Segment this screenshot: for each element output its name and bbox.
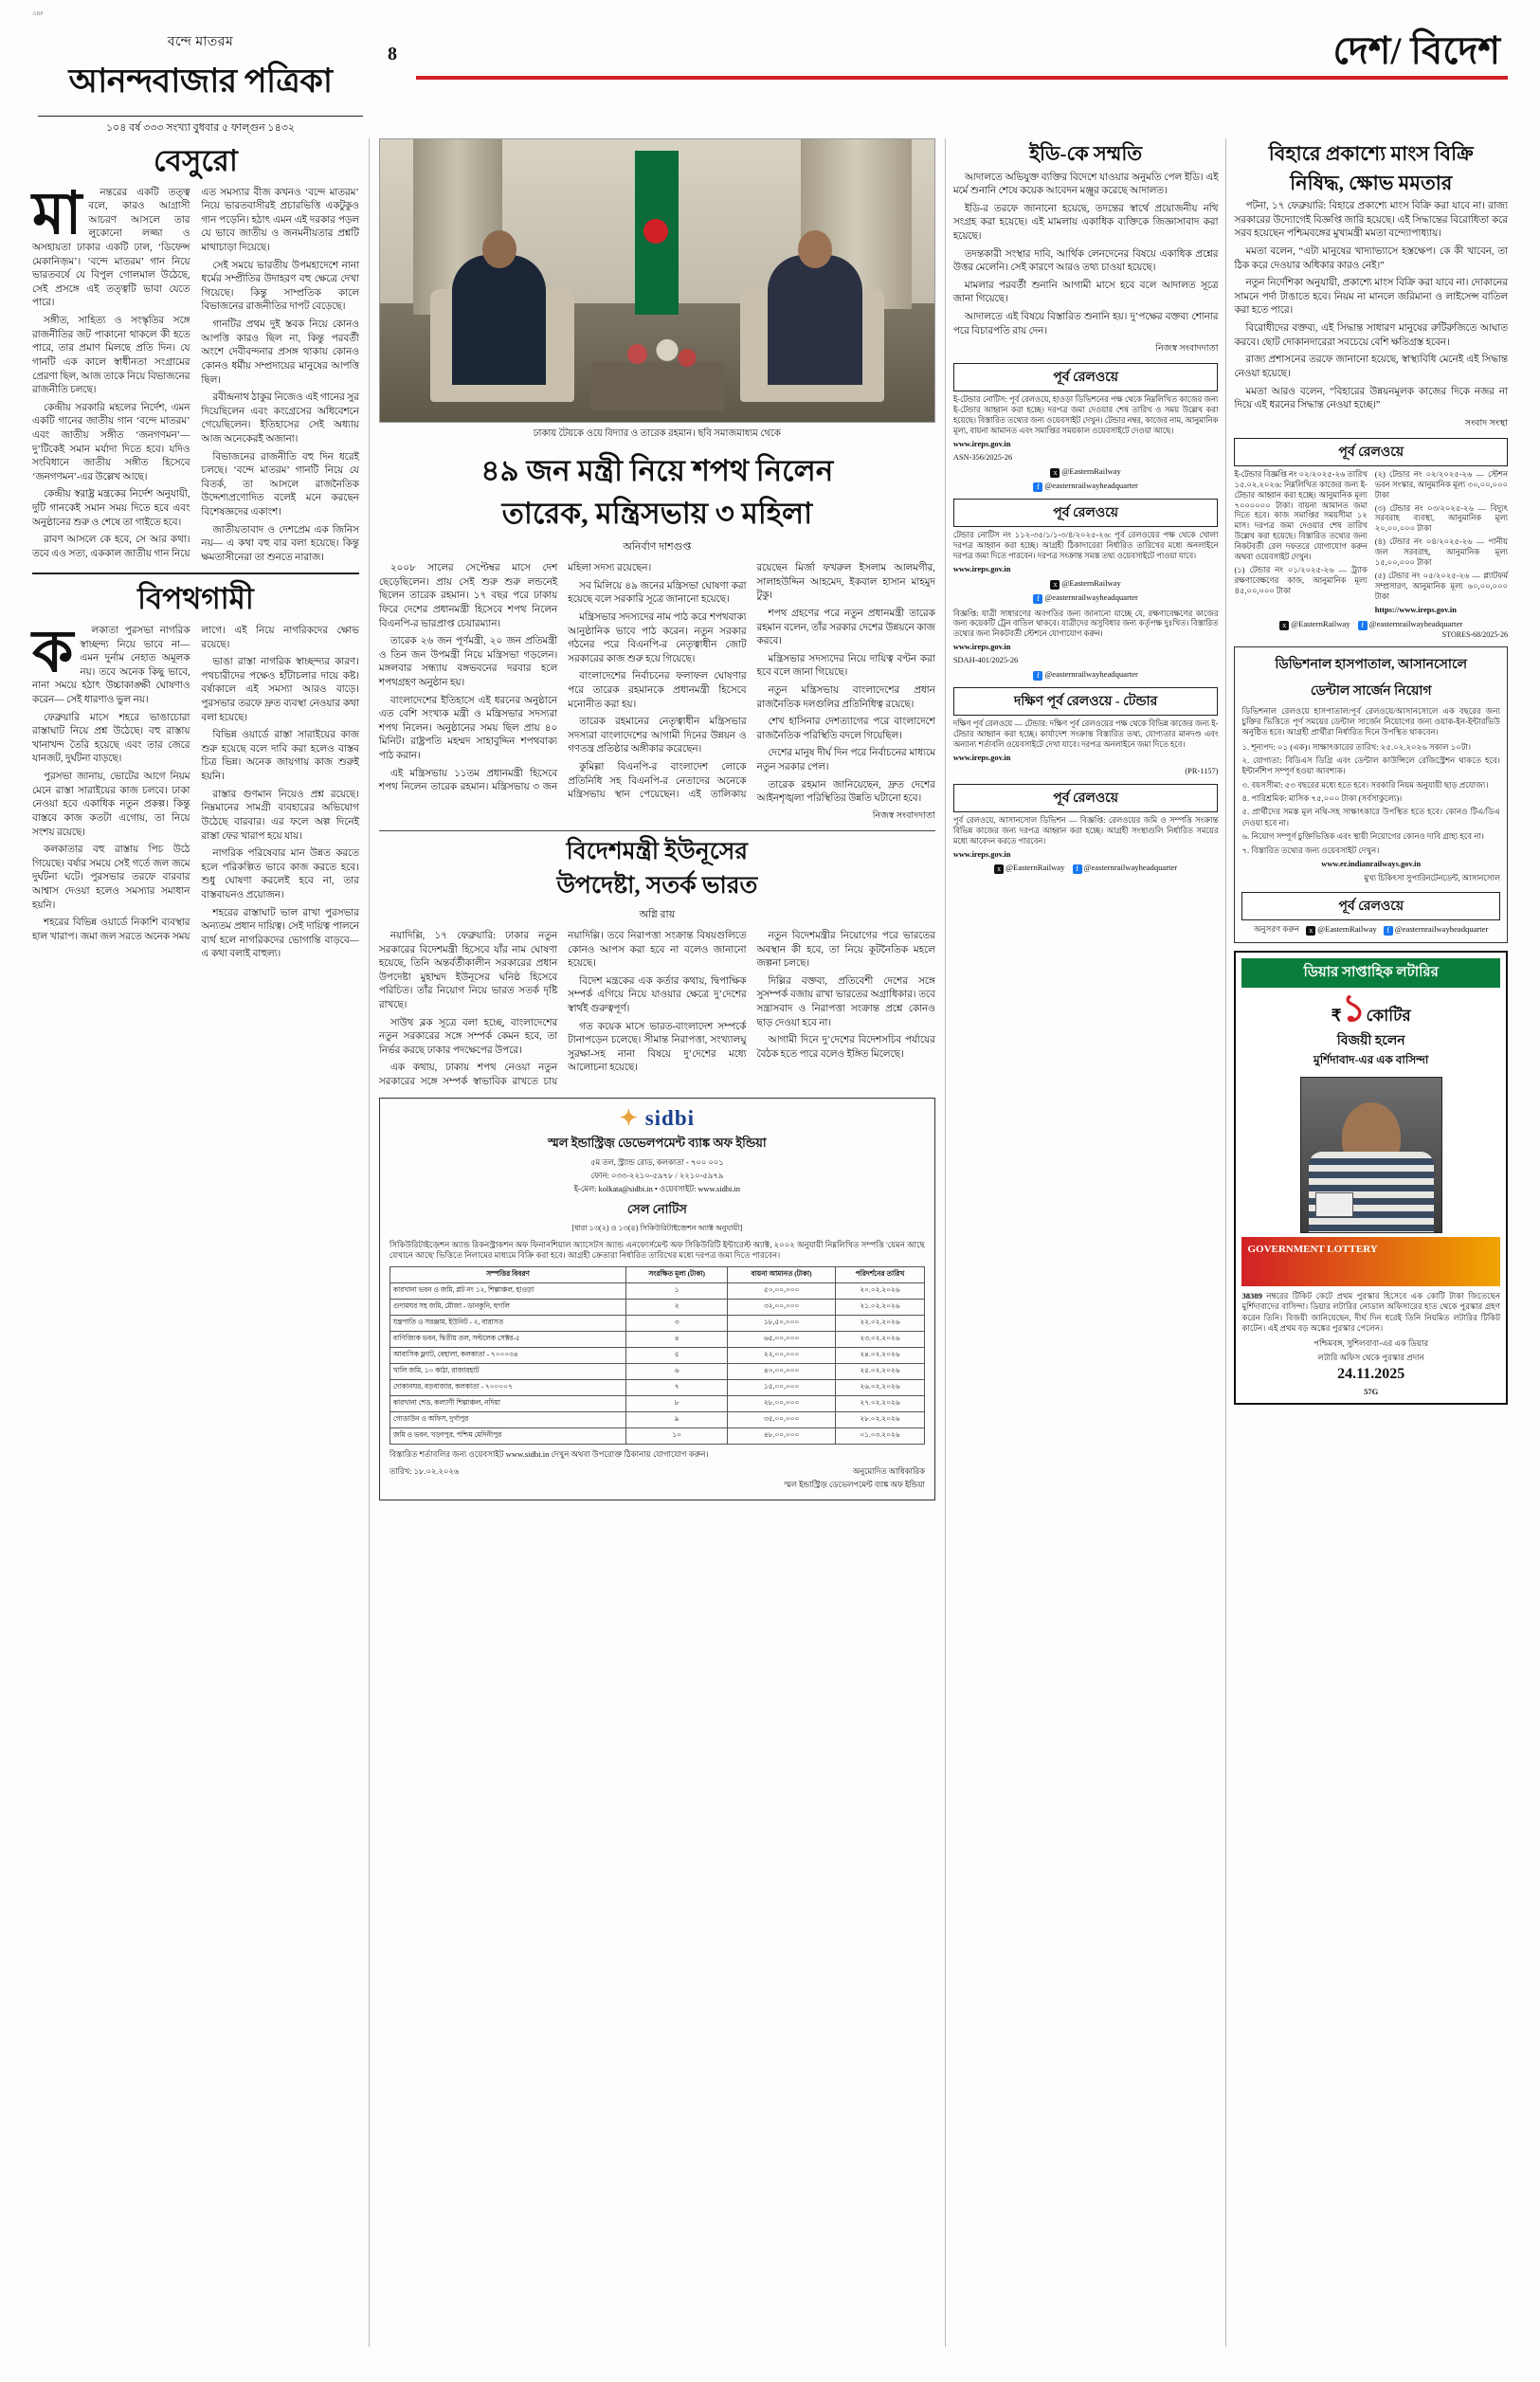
social-line-right bbox=[1234, 619, 1508, 630]
notice-text: বিজ্ঞপ্তি: যাত্রী সাধারণের অবগতির জন্য জানানো যাচ্ছে যে, রক্ষণাবেক্ষণের কাজের জন্য কয়েকটি ট্রেন বাতিল থাকবে। যাত্রীদের অসুবিধার জন্য কর্তৃপক্ষ দুঃখিত। বিস্তারিত তথ্যের জন্য নিকটবর্তী স্টেশনে যোগাযোগ করুন। bbox=[952, 609, 1219, 639]
biswa-byline: অগ্নি রায় bbox=[639, 908, 676, 920]
facebook-handle[interactable]: @easternrailwayheadquarter bbox=[1044, 591, 1138, 602]
biswa-body bbox=[379, 930, 935, 1090]
table-row bbox=[390, 1348, 924, 1364]
col-reserve: বায়না আমানত (টাকা) bbox=[728, 1267, 836, 1283]
paragraph: গত কয়েক মাসে ভারত-বাংলাদেশ সম্পর্কে টানাপড়েন চলেছে। সীমান্ত নিরাপত্তা, সংখ্যালঘু সুরক্ষা-সহ নানা বিষয়ে দু’দেশের মধ্যে আলোচনা হয়েছে। bbox=[568, 1021, 747, 1074]
sidbi-advertisement bbox=[379, 1098, 935, 1500]
notice-website[interactable]: www.ireps.gov.in bbox=[952, 643, 1011, 652]
paragraph: নাগরিক পরিষেবার মান উন্নত করতে হলে পরিকল্পিত ভাবে কাজ করতে হবে। শুধু ঘোষণা করলেই হবে না, তার বাস্তবায়নও প্রয়োজন। bbox=[201, 848, 359, 900]
paragraph: ফেব্রুয়ারি মাসে শহরে ভাঙাচোরা রাস্তাঘাট নিয়ে প্রশ্ন উঠেছে। বহু রাস্তায় খানাখন্দ তৈরি হয়েছে এবং তার জেরে যানজট, দুর্ঘটনা বাড়ছে। bbox=[32, 712, 190, 765]
paragraph: তারেক রহমান জানিয়েছেন, দ্রুত দেশের আইনশৃঙ্খলা পরিস্থিতির উন্নতি ঘটানো হবে। bbox=[756, 779, 935, 805]
paragraph: কুমিল্লা বিএনপি-র বাংলাদেশ লোকে প্রতিনিধি সহ বিএনপি-র নেতাদের অনেকে মন্ত্রিসভায় স্থান পেয়েছেন। এই তালিকায় রয়েছেন মির্জা ফখরুল ইসলাম আলমগীর, সালাহউদ্দিন আহমেদ, ইকবাল হাসান মাহমুদ টুকু। bbox=[568, 563, 935, 801]
sidbi-address-3: ই-মেল: kolkata@sidbi.in • ওয়েবসাইট: www.sidbi.in bbox=[573, 1185, 740, 1194]
cell-date: ২০.০২.২০২৬ bbox=[836, 1283, 925, 1300]
col-description: সম্পত্তির বিবরণ bbox=[390, 1267, 625, 1283]
page-grid bbox=[32, 138, 1508, 2347]
lottery-sub: বিজয়ী হলেন bbox=[1336, 1033, 1405, 1048]
biswa-headline-line1: বিদেশমন্ত্রী ইউনূসের bbox=[566, 838, 749, 864]
paragraph: মমতা আরও বলেন, “বিহারের উন্নয়নমূলক কাজের দিকে নজর না দিয়ে এই ধরনের সিদ্ধান্ত নেওয়া হচ্ছে।” bbox=[1234, 386, 1508, 411]
paragraph: তারেক ২৬ জন পূর্ণমন্ত্রী, ২০ জন প্রতিমন্ত্রী ও তিন জন উপমন্ত্রী নিয়ে মন্ত্রিসভা গড়লেন। মঙ্গলবার সন্ধ্যায় বঙ্গভবনের দরবার হলে শপথগ্রহণ অনুষ্ঠান হয়। bbox=[378, 636, 558, 689]
sidbi-intro: সিকিউরিটাইজ়েশন অ্যান্ড রিকনস্ট্রাকশন অফ ফিনানশিয়াল অ্যাসেটস অ্যান্ড এনফোর্সমেন্ট অফ সিকিউরিটি ইন্টারেস্ট অ্যাক্ট, ২০০২ অনুযায়ী নিম্নলিখিত সম্পত্তি 'যেমন আছে যেখানে আছে' ভিত্তিতে নিলামের মাধ্যমে বিক্রি করা হবে। আগ্রহী ক্রেতারা নির্ধারিত তারিখের মধ্যে দরপত্র জমা দিতে পারবেন। bbox=[389, 1239, 925, 1260]
divisional-ad-points bbox=[1241, 742, 1500, 856]
lottery-code: 57G bbox=[1364, 1387, 1379, 1397]
railway-notice-5 bbox=[953, 816, 1219, 861]
col-lotno: সংরক্ষিত মূল্য (টাকা) bbox=[626, 1267, 728, 1283]
bihar-headline-line1: বিহারে প্রকাশ্যে মাংস বিক্রি bbox=[1268, 142, 1474, 165]
paragraph: এই মন্ত্রিসভায় ১১তম প্রধানমন্ত্রী হিসেবে শপথ নিলেন তারেক রহমান। মন্ত্রিসভায় ৩ জন মহিলা সদস্য রয়েছেন। bbox=[378, 563, 652, 793]
paragraph: নন্তরের একটি তত্ত্ব বলে, কারও আগ্রাসী আচরণ আসলে তার লুকোনো লজ্জা ও অসহায়তা ঢাকার একটি ঢাল, ‘ডিফেন্স মেকানিজ়ম’। ‘বন্দে মাতরম’ গান নিয়ে ভারতবর্ষে যে বিপুল গোলমাল উঠেছে, সেই প্রসঙ্গে এই তত্ত্বটি ভাবা যেতে পারে। bbox=[32, 187, 190, 309]
facebook-icon[interactable]: f bbox=[1073, 864, 1082, 874]
lottery-amount bbox=[1241, 986, 1500, 1029]
section-title: দেশ/ বিদেশ bbox=[1332, 29, 1500, 72]
social-line-5 bbox=[953, 863, 1219, 874]
notice-item: (৩) টেন্ডার নং ০৩/২০২৫-২৬ — বিদ্যুৎ সরবরাহ ব্যবস্থা, আনুমানিক মূল্য ২০,০০,০০০ টাকা bbox=[1374, 503, 1508, 534]
social-line-1b bbox=[953, 481, 1219, 492]
besuro-dropcap: মা bbox=[32, 181, 82, 246]
cell-date: ২৪.০২.২০২৬ bbox=[836, 1348, 925, 1364]
table-header-row bbox=[390, 1267, 924, 1283]
paragraph: আদালতে এই বিষয়ে বিস্তারিত শুনানি হয়। দু’পক্ষের বক্তব্য শোনার পরে বিচারপতি রায় দেন। bbox=[952, 312, 1219, 336]
notice-text: ই-টেন্ডার বিজ্ঞপ্তি নং ০২/২০২৫-২৬ তারিখ ১৫.০২.২০২৬: নিম্নলিখিত কাজের জন্য ই-টেন্ডার আহ্বান করা হচ্ছে। আনুমানিক মূল্য ৭০০০০০০ টাকা। বায়না আমানত জমা দিতে হবে। কাজ সমাপ্তির সময়সীমা ১২ মাস। দরপত্র জমা দেওয়ার শেষ তারিখ উল্লেখ করা হয়েছে। বিস্তারিত তথ্যের জন্য নিকটবর্তী রেল দফতরে যোগাযোগ করুন অথবা ওয়েবসাইট দেখুন। bbox=[1234, 469, 1368, 562]
facebook-icon[interactable]: f bbox=[1033, 671, 1042, 681]
cell-date: ২৬.০২.২০২৬ bbox=[836, 1380, 925, 1396]
paragraph: বিভিন্ন ওয়ার্ডে রাস্তা সারাইয়ের কাজ শুরু হয়েছে বলে দাবি করা হলেও বাস্তব চিত্র ভিন্ন। অনেক জায়গায় কাজ শুরুই হয়নি। bbox=[201, 730, 359, 783]
paragraph: সব মিলিয়ে ৪৯ জনের মন্ত্রিসভা ঘোষণা করা হয়েছে বলে সরকারি সূত্রে জানানো হয়েছে। bbox=[568, 580, 747, 606]
lead-headline-line2: তারেক, মন্ত্রিসভায় ৩ মহিলা bbox=[501, 496, 813, 530]
bipothgami-body bbox=[32, 620, 359, 962]
facebook-handle[interactable]: @easternrailwayheadquarter bbox=[1044, 480, 1138, 490]
bipothgami-dropcap: ক bbox=[32, 620, 74, 684]
divisional-ad-body: ডিভিশনাল রেলওয়ে হাসপাতাল/পূর্ব রেলওয়ে/আসানসোলে এক বছরের জন্য চুক্তির ভিত্তিতে পূর্ণ সময়ের ডেন্টাল সার্জেন নিয়োগের জন্য ওয়াক-ইন-ইন্টারভিউ অনুষ্ঠিত হবে। আগ্রহী প্রার্থীরা নির্ধারিত দিনে উপস্থিত থাকবেন। bbox=[1241, 705, 1500, 737]
facebook-handle[interactable]: @easternrailwayheadquarter bbox=[1044, 669, 1138, 680]
railway-bar-2: পূর্ব রেলওয়ে bbox=[953, 499, 1219, 527]
paragraph: জাতীয়তাবাদ ও দেশপ্রেম এক জিনিস নয়— এ কথা বহু বার বলা হয়েছে। কিন্তু ক্ষমতাসীনেরা তা শুনতে নারাজ। bbox=[201, 524, 359, 563]
table-row bbox=[390, 1316, 924, 1332]
govt-lottery-text: GOVERNMENT LOTTERY bbox=[1247, 1243, 1378, 1255]
twitter-handle[interactable]: @EasternRailway bbox=[1006, 863, 1065, 873]
store-ref: STORES-68/2025-26 bbox=[1441, 629, 1508, 639]
paragraph: সঙ্গীত, সাহিত্য ও সংস্কৃতির সঙ্গে রাজনীতির জট পাকানো থাকলে কী হতে পারে, তার প্রমাণ মিলছে প্রতি দিন। যে গানটি এক কালে স্বাধীনতা সংগ্রামের প্রেরণা ছিল, আজ তাকে নিয়ে বিভাজনের রাজনীতি চলছে। bbox=[32, 316, 190, 396]
cell-reserve: ৩২,০০,০০০ bbox=[728, 1300, 836, 1316]
cell-date: ২৩.০২.২০২৬ bbox=[836, 1332, 925, 1348]
cell-lotno: ১০ bbox=[626, 1428, 728, 1445]
lottery-body bbox=[1241, 1291, 1500, 1335]
social-line-3 bbox=[953, 669, 1219, 681]
amount-value: ১ bbox=[1341, 986, 1367, 1029]
lead-source: নিজস্ব সংবাদদাতা bbox=[872, 810, 935, 821]
divisional-ad-website[interactable]: www.er.indianrailways.gov.in bbox=[1321, 859, 1422, 868]
railway-notice-4 bbox=[953, 719, 1219, 777]
sidbi-lot-table bbox=[390, 1266, 925, 1445]
cell-description: বাণিজ্যিক ভবন, দ্বিতীয় তল, সল্টলেক সেক্টর-৫ bbox=[390, 1332, 625, 1348]
lottery-advertisement bbox=[1234, 951, 1508, 1406]
column-right-2 bbox=[1226, 138, 1508, 2347]
facebook-handle[interactable]: @easternrailwayheadquarter bbox=[1368, 618, 1463, 628]
sidbi-date: তারিখ: ১৮.০২.২০২৬ bbox=[389, 1466, 460, 1476]
paragraph: দেশের মানুষ দীর্ঘ দিন পরে নির্বাচনের মাধ্যমে নতুন সরকার পেল। bbox=[756, 748, 935, 773]
railway-bar-4: পূর্ব রেলওয়ে bbox=[953, 784, 1219, 812]
twitter-handle[interactable]: @EasternRailway bbox=[1317, 923, 1377, 934]
cell-description: জমি ও ভবন, খড়্গপুর, পশ্চিম মেদিনীপুর bbox=[390, 1428, 625, 1445]
lottery-date: 24.11.2025 bbox=[1337, 1366, 1405, 1383]
ed-headline: ইডি-কে সম্মতি bbox=[1029, 142, 1143, 165]
lead-photo bbox=[379, 138, 935, 423]
ad-point: ৫. প্রার্থীদের সমস্ত মূল নথি-সহ সাক্ষাৎকারে উপস্থিত হতে হবে। কোনও টিএ/ডিএ দেওয়া হবে না। bbox=[1241, 807, 1500, 827]
ad-point: ৭. বিস্তারিত তথ্যের জন্য ওয়েবসাইট দেখুন। bbox=[1241, 845, 1380, 855]
cell-reserve: ২৮,০০,০০০ bbox=[728, 1396, 836, 1412]
paragraph: রাবণ আসলে কে হবে, সে আর কথা। তবে এও সত্য, এককাল জাতীয় গান নিয়ে এত সমস্যার বীজ কখনও ‘বন্দে মাতরম’ নিয়ে ভারতবাসীরই প্রচারভিত্তি একটুকুও গান পড়েনি। হঠাৎ এমন এই দরকার পড়ল যে ভাবে জাতীয় ও জনমনীয়তার প্রশ্নটি মাথাচাড়া দিয়েছে। bbox=[32, 187, 359, 559]
issue-line: ১০৪ বর্ষ ৩৩৩ সংখ্যা বুধবার ৫ ফাল্গুন ১৪৩২ bbox=[105, 122, 296, 134]
notice-website[interactable]: www.ireps.gov.in bbox=[952, 564, 1011, 573]
paragraph: শহরের বিভিন্ন ওয়ার্ডে নিকাশি ব্যবস্থার হাল খারাপ। জমা জল সরতে অনেক সময় লাগে। এই নিয়ে নাগরিকদের ক্ষোভ রয়েছে। bbox=[32, 626, 359, 942]
cell-lotno: ১ bbox=[626, 1283, 728, 1300]
twitter-handle[interactable]: @EasternRailway bbox=[1291, 618, 1350, 628]
facebook-icon[interactable]: f bbox=[1358, 621, 1368, 630]
paragraph: আগামী দিনে দু’দেশের বিদেশসচিব পর্যায়ের বৈঠক হতে পারে বলেও ইঙ্গিত মিলেছে। bbox=[756, 1035, 935, 1060]
sidbi-logo-text: sidbi bbox=[644, 1105, 696, 1130]
paragraph: রাজ্য প্রশাসনের তরফে জানানো হয়েছে, স্বাস্থ্যবিধি মেনেই এই সিদ্ধান্ত নেওয়া হয়েছে। bbox=[1234, 355, 1508, 379]
paragraph: গানটির প্রথম দুই স্তবক নিয়ে কোনও আপত্তি কারও ছিল না, কিন্তু পরবর্তী অংশে দেবীবন্দনার প্রসঙ্গ থাকায় কোনও কোনও ধর্মীয় সম্প্রদায়ের মানুষের আপত্তি ছিল। bbox=[201, 319, 359, 386]
paragraph: ভাঙা রাস্তা নাগরিক স্বাচ্ছন্দ্যর কারণ। পথচারীদের পক্ষেও হাঁটাচলার দায়ে কষ্ট। বর্ষাকালে এই সমস্যা আরও বাড়ে। পুরসভার তরফে দ্রুত ব্যবস্থা নেওয়ার কথা বলা হয়েছে। bbox=[201, 657, 359, 723]
notice-item: (৪) টেন্ডার নং ০৪/২০২৫-২৬ — পানীয় জল সরবরাহ, আনুমানিক মূল্য ১৫,০০,০০০ টাকা bbox=[1374, 537, 1508, 568]
cell-description: কারখানা ভবন ও জমি, প্লট নং ১২, শিল্পাঞ্চল, হাওড়া bbox=[390, 1283, 625, 1300]
twitter-handle[interactable]: @EasternRailway bbox=[1061, 577, 1121, 588]
divisional-ad-bar: পূর্ব রেলওয়ে bbox=[1241, 892, 1500, 920]
facebook-handle[interactable]: @easternrailwayheadquarter bbox=[1394, 923, 1489, 934]
notice-refno: SDAH-401/2025-26 bbox=[952, 656, 1019, 665]
ad-point: ১. শূন্যপদ: ০১ (এক)। সাক্ষাৎকারের তারিখ: ২৫.০২.২০২৬ সকাল ১০টা। bbox=[1241, 741, 1472, 752]
paragraph: নতুন মন্ত্রিসভায় বাংলাদেশের প্রধান রাজনৈতিক দলগুলির প্রতিনিধিত্ব রয়েছে। bbox=[756, 685, 935, 710]
table-row bbox=[390, 1364, 924, 1380]
cell-lotno: ৭ bbox=[626, 1380, 728, 1396]
ad-point: ৩. বয়সসীমা: ৫৩ বছরের মধ্যে হতে হবে। সরকারি নিয়ম অনুযায়ী ছাড় প্রযোজ্য। bbox=[1241, 779, 1489, 790]
cell-reserve: ৬৫,০০,০০০ bbox=[728, 1332, 836, 1348]
paragraph: নয়াদিল্লি, ১৭ ফেব্রুয়ারি: ঢাকার নতুন সরকারের বিদেশমন্ত্রী হিসেবে যাঁর নাম ঘোষণা হয়েছে, তিনি অন্তর্বর্তীকালীন সরকারের প্রধান উপদেষ্টা মুহাম্মদ ইউনূসের ঘনিষ্ঠ হিসেবে পরিচিত। তাঁর নিয়োগ নিয়ে ভারত সতর্ক দৃষ্টি রাখছে। bbox=[378, 930, 558, 1010]
paragraph: লকাতা পুরসভা নাগরিক স্বাচ্ছন্দ্য নিয়ে ভাবে না— এমন দুর্নাম নেহাত অমূলক নয়। তবে অনেক কিছু ভাবে, নানা সময়ে হঠাৎ উচ্চাকাঙ্ক্ষী ঘোষণাও করেন— সেই ধারণাও ভুল নয়। bbox=[32, 626, 190, 706]
lottery-footer-2: লটারি অফিস থেকে পুরস্কার প্রদান bbox=[1317, 1353, 1424, 1363]
bihar-body bbox=[1234, 200, 1508, 413]
twitter-handle[interactable]: @EasternRailway bbox=[1061, 465, 1121, 476]
notice-item: (১) টেন্ডার নং ০১/২০২৫-২৬ — ট্র্যাক রক্ষণাবেক্ষণের কাজ, আনুমানিক মূল্য ৪৫,০০,০০০ টাকা bbox=[1234, 566, 1368, 595]
bihar-source: সংবাদ সংস্থা bbox=[1464, 418, 1508, 428]
currency-symbol: ₹ bbox=[1331, 1006, 1342, 1025]
section-red-rule bbox=[416, 76, 1508, 80]
notice-website[interactable]: www.ireps.gov.in bbox=[952, 753, 1011, 762]
paragraph: আদালতে অভিযুক্ত ব্যক্তির বিদেশে যাওয়ার অনুমতি পেল ইডি। এই মর্মে শুনানি শেষে কয়েক আবেদন মঞ্জুর করেছে আদালত। bbox=[952, 172, 1219, 197]
twitter-icon[interactable]: x bbox=[1306, 926, 1315, 936]
paragraph: রবীন্দ্রনাথ ঠাকুর নিজেও এই গানের সুর দিয়েছিলেন এবং কংগ্রেসের অধিবেশনে গেয়েছিলেন। ইতিহাসের সেই অধ্যায় আজ অনেকেরই অজানা। bbox=[201, 392, 359, 445]
lead-headline-line1: ৪৯ জন মন্ত্রী নিয়ে শপথ নিলেন bbox=[480, 454, 834, 487]
story-divider bbox=[379, 830, 935, 831]
paragraph: বিরোধীদের বক্তব্য, এই সিদ্ধান্ত সাধারণ মানুষের রুটিরুজিতে আঘাত করবে। ছোট দোকানদারেরা সবচেয়ে বেশি ক্ষতিগ্রস্ত হবেন। bbox=[1234, 323, 1508, 348]
cell-date: ২১.০২.২০২৬ bbox=[836, 1300, 925, 1316]
cell-date: ২২.০২.২০২৬ bbox=[836, 1316, 925, 1332]
paragraph: বাংলাদেশের ইতিহাসে এই ধরনের অনুষ্ঠানে এত বেশি সংখ্যক মন্ত্রী ও মন্ত্রিসভার সদস্যরা শপথ নিলেন। অনুষ্ঠানের সময় ছিল প্রায় ৪০ মিনিট। রাষ্ট্রপতি মহম্মদ সাহাবুদ্দিন শপথবাক্য পাঠ করান। bbox=[378, 695, 558, 762]
paragraph: ২০০৮ সালের সেপ্টেম্বর মাসে দেশ ছেড়েছিলেন। প্রায় সেই শুরু শুরু লন্ডনেই ছিলেন তারেক রহমান। ১৭ বছর পরে ঢাকায় ফিরে দেশের প্রধানমন্ত্রী হিসেবে শপথ নিলেন বিএনপি-র ভারপ্রাপ্ত চেয়ারম্যান। bbox=[378, 563, 558, 629]
cell-reserve: ৪৮,০০,০০০ bbox=[728, 1428, 836, 1445]
social-line-1 bbox=[953, 466, 1219, 478]
lottery-banner-title: ডিয়ার সাপ্তাহিক লটারির bbox=[1241, 958, 1500, 988]
paragraph: মমতা বলেন, “এটা মানুষের খাদ্যাভ্যাসে হস্তক্ষেপ। কে কী খাবেন, তা ঠিক করে দেওয়ার অধিকার কারও নেই।” bbox=[1234, 246, 1508, 271]
paragraph: ইডি-র তরফে জানানো হয়েছে, তদন্তের স্বার্থে প্রয়োজনীয় নথি সংগ্রহ করা হয়েছে। এই মামলায় একাধিক ব্যক্তিকে জিজ্ঞাসাবাদ করা হয়েছে। bbox=[952, 203, 1219, 243]
bangladesh-flag-icon bbox=[635, 151, 679, 315]
paragraph: রাস্তার গুণমান নিয়েও প্রশ্ন রয়েছে। নিম্নমানের সামগ্রী ব্যবহারের অভিযোগ উঠেছে বারবার। এর ফলে অল্প দিনেই রাস্তা ফের খারাপ হয়ে যায়। bbox=[201, 789, 359, 842]
besuro-headline: বেসুরো bbox=[154, 144, 238, 177]
bipothgami-headline: বিপথগামী bbox=[137, 582, 254, 616]
facebook-icon[interactable]: f bbox=[1033, 482, 1042, 492]
social-line-2 bbox=[953, 578, 1219, 590]
paragraph: সাউথ ব্লক সূত্রে বলা হচ্ছে, বাংলাদেশের নতুন সরকারের সঙ্গে সম্পর্ক কেমন হবে, তা নির্ভর করছে ঢাকার পদক্ষেপের উপরে। bbox=[378, 1017, 558, 1056]
cell-lotno: ৮ bbox=[626, 1396, 728, 1412]
masthead-rule bbox=[38, 116, 363, 117]
column-right-1 bbox=[946, 138, 1227, 2347]
cell-lotno: ৩ bbox=[626, 1316, 728, 1332]
table-row bbox=[390, 1396, 924, 1412]
twitter-icon[interactable]: x bbox=[1050, 468, 1060, 478]
cell-description: আবাসিক ফ্ল্যাট, বেহালা, কলকাতা - ৭০০০৩৪ bbox=[390, 1348, 625, 1364]
masthead bbox=[32, 27, 369, 137]
table-row bbox=[390, 1412, 924, 1428]
col-date: পরিদর্শনের তারিখ bbox=[836, 1267, 925, 1283]
cell-date: ২৭.০২.২০২৬ bbox=[836, 1396, 925, 1412]
paragraph: তারেক রহমানের নেতৃত্বাধীন মন্ত্রিসভার সদস্যরা বাংলাদেশের আগামী দিনের উন্নয়ন ও গণতন্ত্র প্রতিষ্ঠার অঙ্গীকার করেছেন। bbox=[568, 717, 747, 755]
cell-description: কারখানা শেড, কল্যাণী শিল্পাঞ্চল, নদিয়া bbox=[390, 1396, 625, 1412]
lead-body bbox=[379, 562, 935, 807]
column-left bbox=[32, 138, 370, 2347]
cell-description: খালি জমি, ১০ কাঠা, রাজারহাট bbox=[390, 1364, 625, 1380]
paragraph: মন্ত্রিসভার সদস্যদের নিয়ে দায়িত্ব বণ্টন করা হবে বলে জানা গিয়েছে। bbox=[756, 653, 935, 679]
twitter-icon[interactable]: x bbox=[1279, 621, 1289, 630]
column-middle bbox=[370, 138, 946, 2347]
railway-bar-right: পূর্ব রেলওয়ে bbox=[1234, 438, 1508, 466]
ed-source: নিজস্ব সংবাদদাতা bbox=[1155, 344, 1219, 355]
cell-lotno: ৯ bbox=[626, 1412, 728, 1428]
vande-mataram-line: বন্দে মাতরম bbox=[167, 35, 234, 49]
twitter-icon[interactable]: x bbox=[994, 864, 1004, 874]
section-header bbox=[416, 27, 1508, 80]
besuro-body bbox=[32, 181, 359, 566]
paragraph: শেখ হাসিনার দেশত্যাগের পরে বাংলাদেশে রাজনৈতিক পরিস্থিতি বদলে গিয়েছিল। bbox=[756, 717, 935, 741]
paragraph: মামলার পরবর্তী শুনানি আগামী মাসে হবে বলে আদালত সূত্রে জানা গিয়েছে। bbox=[952, 280, 1219, 305]
sidbi-address-2: ফোন: ০৩৩-২২১০-৫৯৭৮ / ২২১০-৫৯৭৯ bbox=[590, 1171, 724, 1180]
sidbi-footer-note: বিস্তারিত শর্তাবলির জন্য ওয়েবসাইট www.sidbi.in দেখুন অথবা উপরোক্ত ঠিকানায় যোগাযোগ করুন। bbox=[389, 1449, 709, 1460]
cell-reserve: ১৮,৫০,০০০ bbox=[728, 1316, 836, 1332]
railway-notice-right bbox=[1234, 470, 1508, 616]
notice-website[interactable]: https://www.ireps.gov.in bbox=[1374, 605, 1457, 614]
newspaper-logo: আনন্দবাজার পত্রিকা bbox=[68, 63, 333, 100]
facebook-icon[interactable]: f bbox=[1384, 926, 1393, 936]
lottery-govt-banner bbox=[1241, 1237, 1500, 1286]
railway-bar-3: দক্ষিণ পূর্ব রেলওয়ে - টেন্ডার bbox=[953, 687, 1219, 716]
sidbi-sale-sub: [ধারা ১৩(২) ও ১৩(৪) সিকিউরিটাইজ়েশন অ্যাক্ট অনুযায়ী] bbox=[571, 1223, 743, 1232]
follow-label: অনুসরণ করুন bbox=[1254, 923, 1300, 934]
ticket-number: 38389 bbox=[1241, 1290, 1262, 1300]
page-number: 8 bbox=[388, 44, 397, 64]
notice-refno: ASN-356/2025-26 bbox=[952, 452, 1013, 462]
cell-reserve: ১৫,০০,০০০ bbox=[728, 1380, 836, 1396]
biswa-headline-line2: উপদেষ্টা, সতর্ক ভারত bbox=[556, 872, 758, 899]
table-row bbox=[390, 1380, 924, 1396]
cell-description: দোকানঘর, বড়বাজার, কলকাতা - ৭০০০০৭ bbox=[390, 1380, 625, 1396]
notice-website[interactable]: www.ireps.gov.in bbox=[952, 440, 1011, 448]
paragraph: দিল্লির বক্তব্য, প্রতিবেশী দেশের সঙ্গে সুসম্পর্ক বজায় রাখা ভারতের অগ্রাধিকার। তবে সন্ত্রাসবাদ ও নিরাপত্তা সংক্রান্ত প্রশ্নে কোনও ছাড় দেওয়া হবে না। bbox=[756, 975, 935, 1028]
photo-caption: ঢাকায় টৈয়কে ওয়ে বিদ্যার ও তারেক রহমান। ছবি সমাজমাধ্যম থেকে bbox=[533, 428, 781, 439]
table-row bbox=[390, 1332, 924, 1348]
sidbi-sale-title: সেল নোটিস bbox=[626, 1201, 687, 1216]
sidbi-address-1: ৫ম তল, স্ট্র্যান্ড রোড, কলকাতা - ৭০০ ০০১ bbox=[590, 1157, 724, 1167]
paragraph: মন্ত্রিসভার সদস্যদের নাম পাঠ করে শপথবাক্য আনুষ্ঠানিক ভাবে পাঠ করেন। নতুন সরকার গঠনের পরে বিএনপি-র নেতৃত্বাধীন জোট সরকারের কাজ শুরু হয়ে গিয়েছে। bbox=[568, 611, 747, 664]
amount-unit: কোটির bbox=[1366, 1006, 1411, 1025]
notice-item: (৫) টেন্ডার নং ০৫/২০২৫-২৬ — প্ল্যাটফর্ম সম্প্রসারণ, আনুমানিক মূল্য ৬০,০০,০০০ টাকা bbox=[1374, 572, 1508, 601]
sidbi-logo bbox=[390, 1106, 925, 1131]
paragraph: নতুন নির্দেশিকা অনুযায়ী, প্রকাশ্যে মাংস বিক্রি করা যাবে না। দোকানের সামনে পর্দা টাঙাতে হবে। নিয়ম না মানলে জরিমানা ও লাইসেন্স বাতিল করা হতে পারে। bbox=[1234, 278, 1508, 317]
sidbi-signature: অনুমোদিত আধিকারিক bbox=[852, 1466, 925, 1476]
lottery-body-text: নম্বরের টিকিট কেটে প্রথম পুরস্কার হিসেবে এক কোটি টাকা জিতেছেন মুর্শিদাবাদের বাসিন্দা। ডিয়ার লটারির নোডাল অফিসারের হাত থেকে পুরস্কার গ্রহণ করেন তিনি। বিজয়ী জানিয়েছেন, দীর্ঘ দিন ধরেই তিনি নিয়মিত লটারির টিকিট কাটেন। এই প্রথম বড় অঙ্কের পুরস্কার পেলেন। bbox=[1241, 1290, 1500, 1334]
lead-byline: অনির্বাণ দাশগুপ্ত bbox=[623, 541, 692, 554]
railway-notice-3 bbox=[953, 609, 1219, 667]
lottery-footer-1: পশ্চিমবঙ্গ, সুশিলবাবা-এর এক ডিয়ার bbox=[1314, 1337, 1429, 1348]
paragraph: বিদেশ মন্ত্রকের এক কর্তার কথায়, দ্বিপাক্ষিক সম্পর্ক এগিয়ে নিয়ে যাওয়ার ক্ষেত্রে দু’দেশের স্বার্থই গুরুত্বপূর্ণ। bbox=[568, 975, 747, 1014]
cell-date: ২৫.০২.২০২৬ bbox=[836, 1364, 925, 1380]
facebook-icon[interactable]: f bbox=[1033, 594, 1042, 604]
ad-point: ৬. নিয়োগ সম্পূর্ণ চুক্তিভিত্তিক এবং স্থায়ী নিয়োগের কোনও দাবি গ্রাহ্য হবে না। bbox=[1241, 831, 1485, 842]
divisional-ad-title-2: ডেন্টাল সার্জেন নিয়োগ bbox=[1310, 683, 1432, 699]
sidbi-title: স্মল ইন্ডাস্ট্রিজ় ডেভেলপমেন্ট ব্যাঙ্ক অফ ইন্ডিয়া bbox=[547, 1135, 767, 1150]
paragraph: পটনা, ১৭ ফেব্রুয়ারি: বিহারে প্রকাশ্যে মাংস বিক্রি করা যাবে না। রাজ্য সরকারের উদ্যোগেই বিজ্ঞপ্তি জারি হয়েছে। এই সিদ্ধান্তের বিরোধিতা করে সরব হয়েছেন পশ্চিমবঙ্গের মুখ্যমন্ত্রী মমতা বন্দ্যোপাধ্যায়। bbox=[1234, 201, 1508, 240]
paragraph: নতুন বিদেশমন্ত্রীর নিয়োগের পরে ভারতের অবস্থান কী হবে, তা নিয়ে কূটনৈতিক মহলে জল্পনা চলছে। bbox=[756, 930, 935, 970]
paragraph: শহরের রাস্তাঘাট ভাল রাখা পুরসভার অন্যতম প্রধান দায়িত্ব। সেই দায়িত্ব পালনে ব্যর্থ হলে নাগরিকদের ভোগান্তি বাড়বে— এ কথা বলাই বাহুল্য। bbox=[201, 907, 359, 960]
divisional-ad-title-1: ডিভিশনাল হাসপাতাল, আসানসোলে bbox=[1275, 657, 1468, 672]
notice-refno: (PR-1157) bbox=[1185, 766, 1219, 775]
winner-photo bbox=[1300, 1077, 1442, 1233]
paragraph: কেন্দ্রীয় স্বরাষ্ট্র মন্ত্রকের নির্দেশ অনুযায়ী, দুটি গানকেই সমান সময় দিতে হবে এবং অনুষ্ঠানের শুরু ও শেষে তা গাইতে হবে। bbox=[32, 489, 190, 528]
cell-reserve: ৪০,০০,০০০ bbox=[728, 1364, 836, 1380]
twitter-icon[interactable]: x bbox=[1050, 580, 1060, 590]
cell-date: ০১.০৩.২০২৬ bbox=[836, 1428, 925, 1445]
corner-mark: ABP bbox=[32, 11, 44, 17]
railway-bar-1: পূর্ব রেলওয়ে bbox=[953, 363, 1219, 391]
ad-point: ২. যোগ্যতা: বিডিএস ডিগ্রি এবং ডেন্টাল কাউন্সিলে রেজিস্ট্রেশন থাকতে হবে। ইন্টার্নশিপ সম্পূর্ণ হওয়া আবশ্যক। bbox=[1241, 755, 1500, 776]
divisional-hospital-ad bbox=[1234, 646, 1508, 943]
paragraph: বাংলাদেশের নির্বাচনের ফলাফল ঘোষণার পরে তারেক রহমানকে প্রধানমন্ত্রী হিসেবে মনোনীত করা হয়। bbox=[568, 671, 747, 710]
facebook-handle[interactable]: @easternrailwayheadquarter bbox=[1083, 863, 1178, 873]
paragraph: বিভাজনের রাজনীতি বহু দিন ধরেই চলছে। ‘বন্দে মাতরম’ গানটি নিয়ে যে বিতর্ক, তা আসলে রাজনৈতিক উদ্দেশ্যপ্রণোদিত বলেই মনে করছেন বিশেষজ্ঞদের একাংশ। bbox=[201, 451, 359, 518]
railway-notice-1 bbox=[953, 395, 1219, 464]
page-header bbox=[32, 27, 1508, 134]
social-line-2b bbox=[953, 592, 1219, 604]
cell-lotno: ২ bbox=[626, 1300, 728, 1316]
cell-lotno: ৫ bbox=[626, 1348, 728, 1364]
notice-text: পূর্ব রেলওয়ে, আসানসোল ডিভিশন — বিজ্ঞপ্তি: রেলওয়ের জমি ও সম্পত্তি সংক্রান্ত বিভিন্ন কাজের জন্য দরপত্র আহ্বান করা হচ্ছে। আগ্রহী সংস্থাগুলি নির্ধারিত সময়ের মধ্যে আবেদন করতে পারবেন। bbox=[952, 815, 1219, 846]
paragraph: শপথ গ্রহণের পরে নতুন প্রধানমন্ত্রী তারেক রহমান বলেন, তাঁর সরকার দেশের উন্নয়নে কাজ করবে। bbox=[756, 608, 935, 647]
notice-text: দক্ষিণ পূর্ব রেলওয়ে — টেন্ডার: দক্ষিণ পূর্ব রেলওয়ের পক্ষ থেকে বিভিন্ন কাজের জন্য ই-টেন্ডার আহ্বান করা হচ্ছে। কার্যাদেশ সংক্রান্ত বিস্তারিত তথ্য, যোগ্যতার মানদণ্ড এবং অন্যান্য শর্তাবলি ওয়েবসাইটে দেখা যাবে। দরপত্র অনলাইনে জমা দিতে হবে। bbox=[952, 719, 1219, 749]
cell-description: গোডাউন ও অফিস, দুর্গাপুর bbox=[390, 1412, 625, 1428]
cell-description: গুদামঘর সহ জমি, মৌজা - ডানকুনি, হুগলি bbox=[390, 1300, 625, 1316]
notice-item: (২) টেন্ডার নং ০২/২০২৫-২৬ — স্টেশন ভবন সংস্কার, আনুমানিক মূল্য ৩০,০০,০০০ টাকা bbox=[1374, 469, 1508, 500]
railway-notice-2 bbox=[953, 531, 1219, 575]
ed-body bbox=[953, 172, 1219, 339]
cell-lotno: ৬ bbox=[626, 1364, 728, 1380]
story-divider bbox=[32, 573, 359, 574]
notice-text: ই-টেন্ডার নোটিস: পূর্ব রেলওয়ে, হাওড়া ডিভিশনের পক্ষ থেকে নিম্নলিখিত কাজের জন্য ই-টেন্ডার আহ্বান করা হচ্ছে। দরপত্র জমা দেওয়ার শেষ তারিখ ও সময় উল্লেখ করা হয়েছে। বিস্তারিত তথ্যের জন্য ওয়েবসাইট দেখুন। টেন্ডার নম্বর, কাজের নাম, আনুমানিক মূল্য, বায়না আমানত এবং সমাপ্তির সময়কাল ওয়েবসাইটে দেওয়া আছে। bbox=[952, 395, 1219, 436]
table-row bbox=[390, 1283, 924, 1300]
lottery-sub2: মুর্শিদাবাদ-এর এক বাসিন্দা bbox=[1314, 1052, 1429, 1066]
ad-point: ৪. পারিশ্রমিক: মাসিক ৭৫,০০০ টাকা (সর্বসাকুল্যে)। bbox=[1241, 793, 1403, 804]
paragraph: এক কথায়, ঢাকায় শপথ নেওয়া নতুন সরকারের সঙ্গে সম্পর্ক স্বাভাবিক রাখতে চায় নয়াদিল্লি। তবে নিরাপত্তা সংক্রান্ত বিষয়গুলিতে কোনও আপস করা হবে না বলেও জানানো হয়েছে। bbox=[378, 930, 747, 1087]
table-row bbox=[390, 1428, 924, 1445]
cell-reserve: ৫০,০০,০০০ bbox=[728, 1283, 836, 1300]
paragraph: পুরসভা জানায়, ভোটের আগে নিয়ম মেনে রাস্তা সারাইয়ের কাজ চলবে। ঢাকা নেওয়া হবে একাধিক নতুন প্রকল্প। কিন্তু বাস্তবে কাজ কতটা এগোয়, তা নিয়ে সংশয় রয়েছে। bbox=[32, 772, 190, 838]
paragraph: সেই সময়ে ভারতীয় উপমহাদেশে নানা ধর্মের সম্প্রীতির উদাহরণ বহু ক্ষেত্রে দেখা গিয়েছে। কিন্তু সাম্প্রতিক কালে বিভাজনের রাজনীতির দাপট বেড়েছে। bbox=[201, 260, 359, 313]
notice-text: টেন্ডার নোটিস নং ১১২-৩৫/১/১-৩/৪/২০২৫-২৬: পূর্ব রেলওয়ের পক্ষ থেকে খোলা দরপত্র আহ্বান করা হচ্ছে। আগ্রহী ঠিকাদারেরা নির্ধারিত তারিখের মধ্যে অনলাইনে দরপত্র জমা দিতে পারবেন। দরপত্র সংক্রান্ত সমস্ত তথ্য ওয়েবসাইটে পাওয়া যাবে। bbox=[952, 530, 1219, 560]
cell-reserve: ৩৫,০০,০০০ bbox=[728, 1412, 836, 1428]
sidbi-signature-org: স্মল ইন্ডাস্ট্রিজ় ডেভেলপমেন্ট ব্যাঙ্ক অফ ইন্ডিয়া bbox=[784, 1480, 925, 1489]
cell-lotno: ৪ bbox=[626, 1332, 728, 1348]
cell-reserve: ২২,০০,০০০ bbox=[728, 1348, 836, 1364]
divisional-ad-social bbox=[1241, 923, 1500, 936]
table-row bbox=[390, 1300, 924, 1316]
bihar-headline-line2: নিষিদ্ধ, ক্ষোভ মমতার bbox=[1290, 171, 1453, 194]
divisional-ad-signature: মুখ্য চিকিৎসা সুপারিনটেনডেন্ট, আসানসোল bbox=[1364, 873, 1500, 882]
cell-date: ২৮.০২.২০২৬ bbox=[836, 1412, 925, 1428]
notice-website[interactable]: www.ireps.gov.in bbox=[952, 849, 1011, 859]
cell-description: যন্ত্রপাতি ও সরঞ্জাম, ইউনিট - ২, বারাসত bbox=[390, 1316, 625, 1332]
paragraph: কলকাতার বহু রাস্তায় পিচ উঠে গিয়েছে। বর্ষার সময়ে সেই গর্তে জল জমে দুর্ঘটনা ঘটে। পুরসভার তরফে বারবার আশ্বাস দেওয়া হলেও সমস্যার সমাধান হয়নি। bbox=[32, 845, 190, 911]
paragraph: কেন্দ্রীয় সরকারি মহলের নির্দেশ, এমন একটি গানের জাতীয় গান ‘বন্দে মাতরম’ এবং জাতীয় সঙ্গীত ‘জনগণমন’— দু’টিকেই সমান মর্যাদা দিতে হবে। যদিও সংবিধানে জাতীয় সঙ্গীত হিসেবে ‘জনগণমন’-এর উল্লেখ আছে। bbox=[32, 402, 190, 482]
paragraph: তদন্তকারী সংস্থার দাবি, আর্থিক লেনদেনের বিষয়ে একাধিক প্রশ্নের উত্তর মেলেনি। সেই কারণে আরও তথ্য চাওয়া হয়েছে। bbox=[952, 248, 1219, 274]
sidbi-logo-mark: ✦ bbox=[619, 1105, 639, 1130]
